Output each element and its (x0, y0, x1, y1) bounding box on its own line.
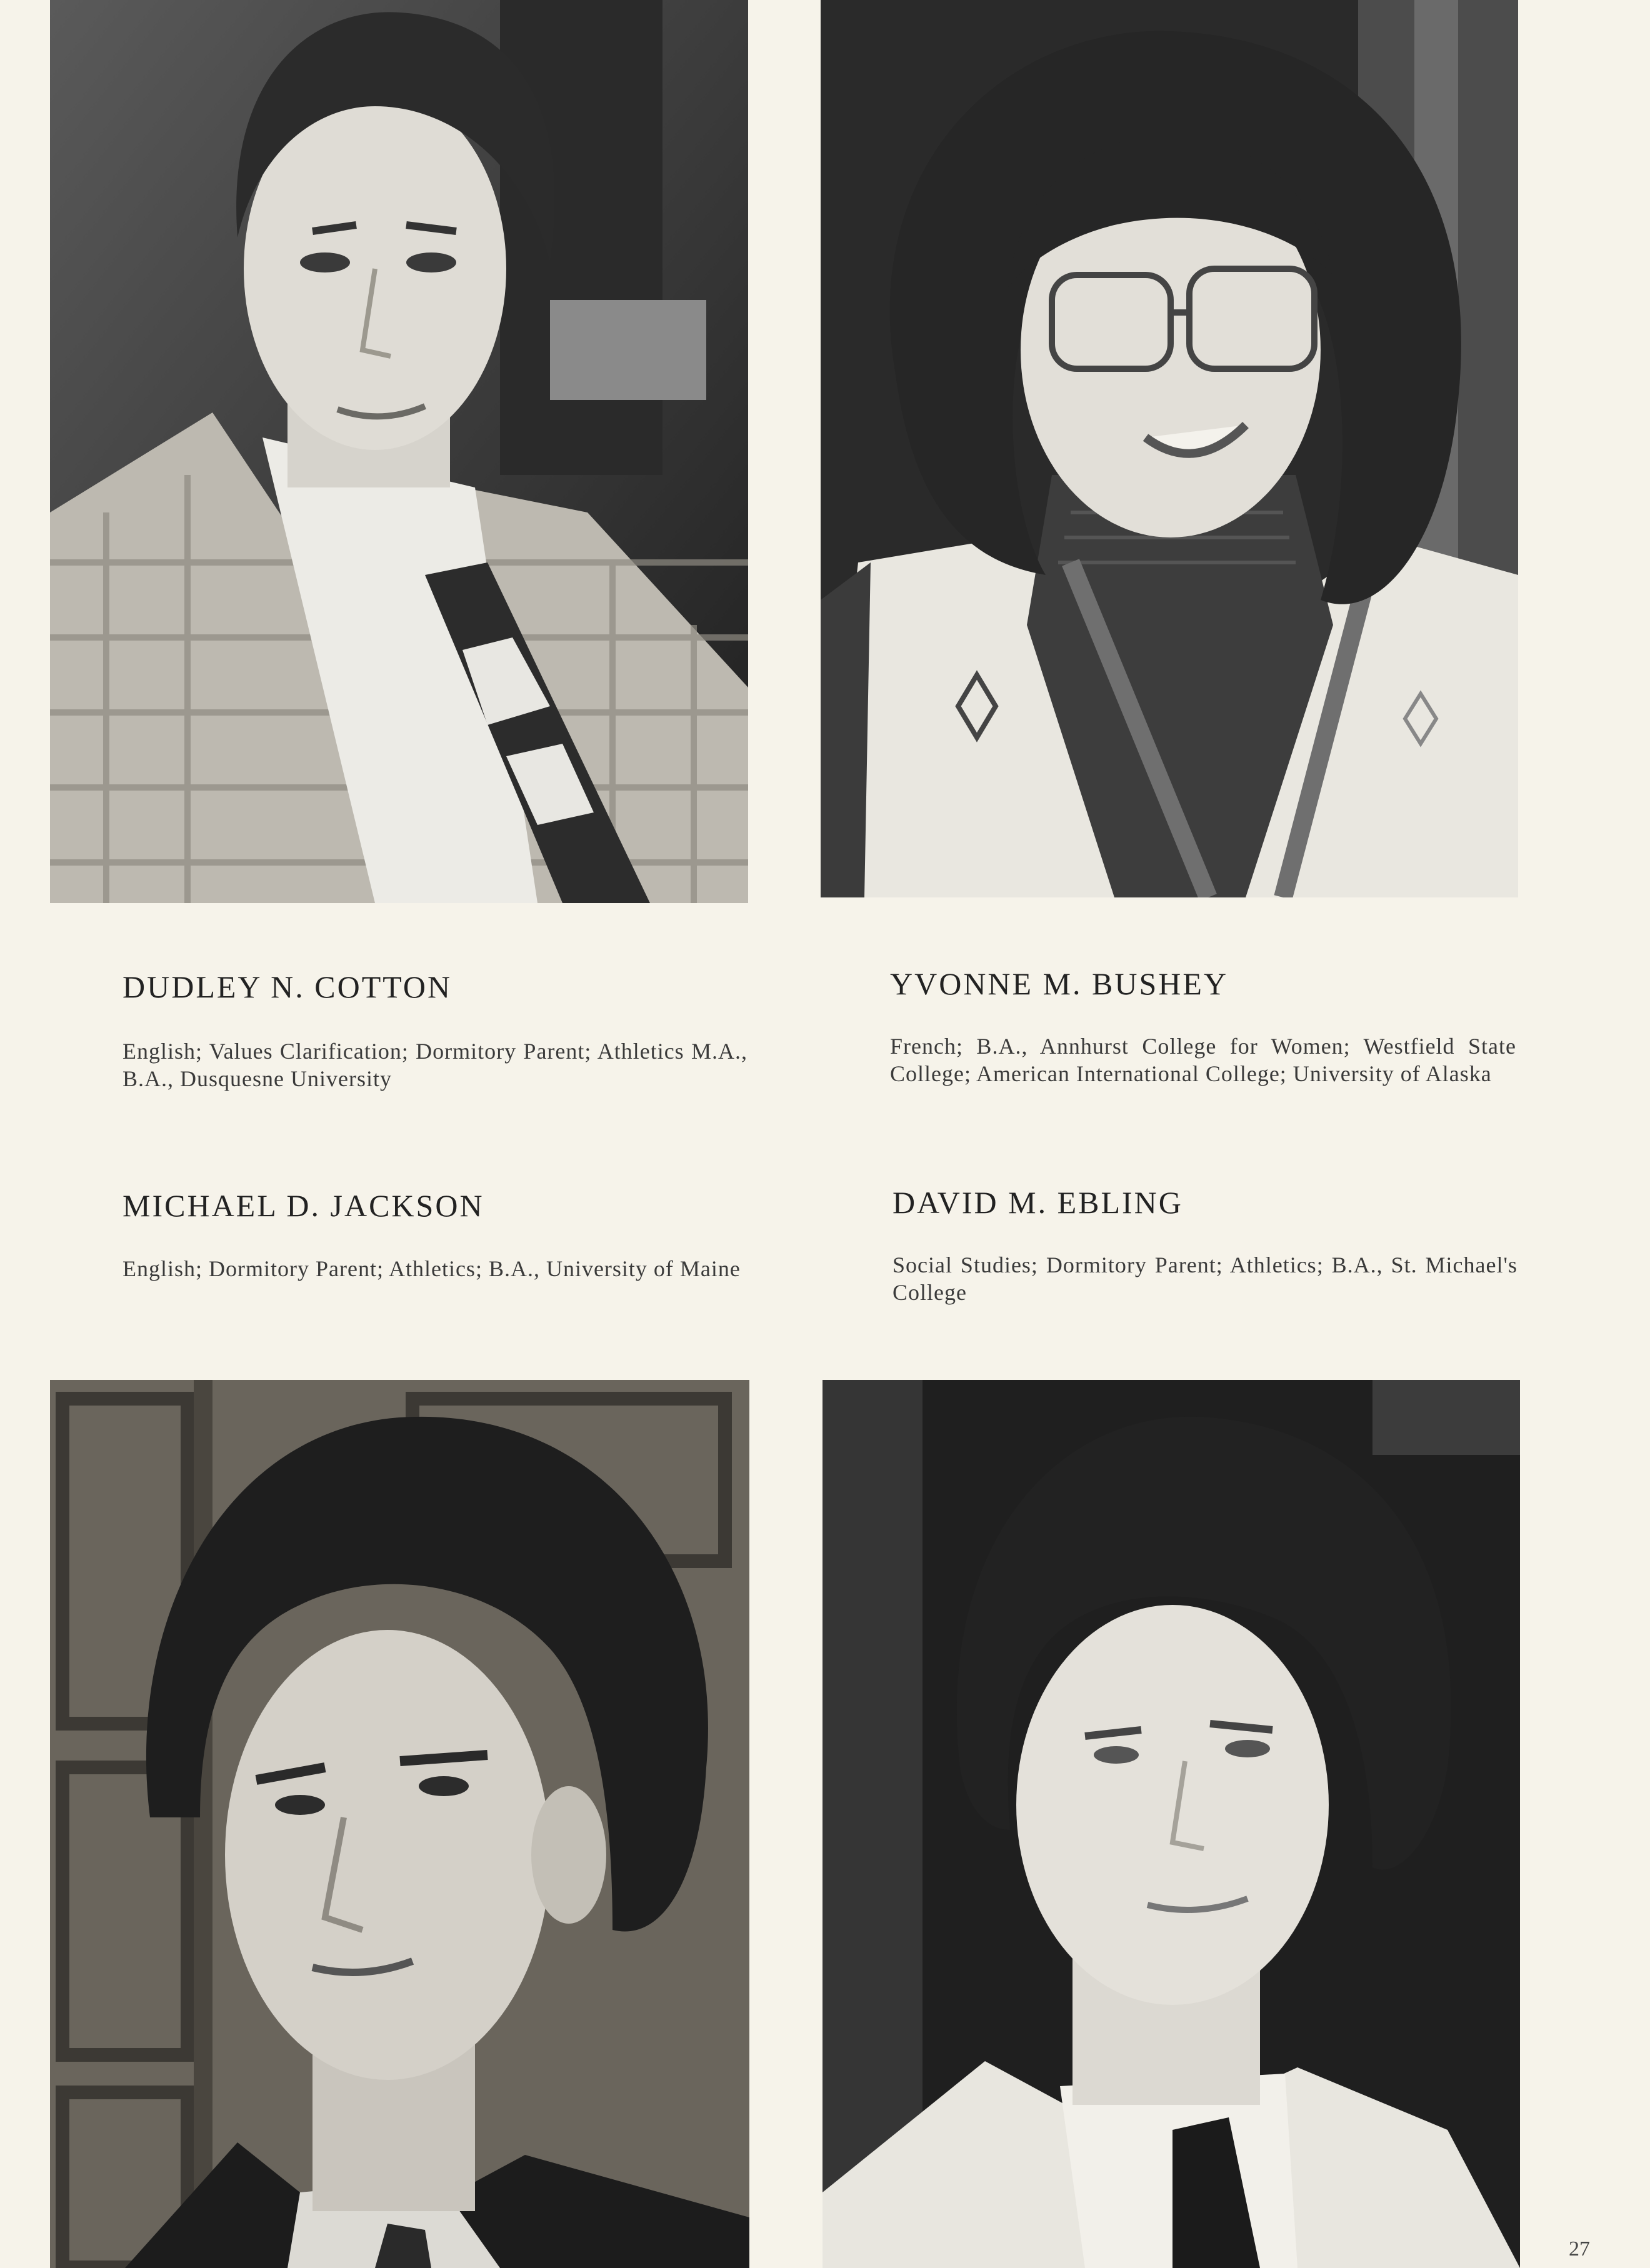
faculty-name: DAVID M. EBLING (892, 1185, 1183, 1220)
faculty-description: Social Studies; Dormitory Parent; Athletics; B.A., St. Michael's College (892, 1252, 1518, 1305)
faculty-description: French; B.A., Annhurst College for Women; Westfield State College; American International College; University of Alaska (890, 1034, 1516, 1086)
faculty-name: MICHAEL D. JACKSON (122, 1188, 484, 1223)
faculty-name: YVONNE M. BUSHEY (890, 966, 1229, 1001)
faculty-description: English; Values Clarification; Dormitory Parent; Athletics M.A., B.A., Dusquesne University (122, 1039, 748, 1091)
faculty-name: DUDLEY N. COTTON (122, 969, 452, 1004)
portrait-photo-cotton (50, 0, 748, 903)
page-number: 27 (1569, 2237, 1590, 2261)
portrait-photo-bushey (821, 0, 1518, 897)
portrait-photo-ebling (822, 1380, 1520, 2268)
portrait-photo-jackson (50, 1380, 749, 2268)
faculty-description: English; Dormitory Parent; Athletics; B.A., University of Maine (122, 1256, 741, 1281)
